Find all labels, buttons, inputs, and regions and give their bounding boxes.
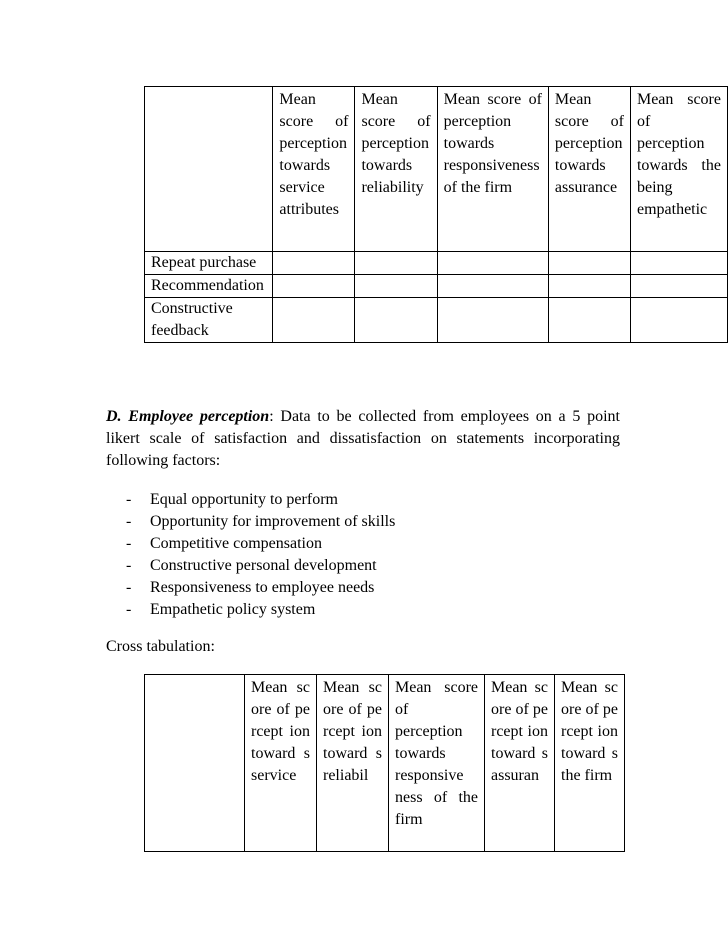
table-cell	[548, 298, 630, 343]
table-header-cell: Mean score of percept ion toward s reliabil	[317, 675, 389, 852]
table-cell	[630, 298, 727, 343]
list-item: - Competitive compensation	[126, 535, 322, 552]
table-cell	[437, 252, 548, 275]
table-cell	[273, 275, 355, 298]
cut-header-text: Mean score of perception towards the being empathetic	[636, 91, 721, 218]
list-item: - Equal opportunity to perform	[126, 491, 338, 508]
table-cell	[548, 275, 630, 298]
factor-list	[126, 489, 395, 621]
table-cell	[355, 275, 437, 298]
section-paragraph	[106, 406, 620, 472]
table-row	[145, 252, 728, 275]
list-item: - Responsiveness to employee needs	[126, 579, 375, 596]
row-label: Constructive feedback	[145, 298, 273, 343]
table-header-row	[145, 87, 728, 252]
table-cell	[355, 252, 437, 275]
table-header-row	[145, 675, 625, 852]
section-text: : Data to be collected from employees on a 5 point likert scale of satisfaction and dissatisfaction on statements incorporating following factors:	[106, 408, 621, 469]
section-title: D. Employee perception	[106, 408, 270, 425]
cross-tabulation-label: Cross tabulation:	[106, 638, 215, 655]
list-item: - Opportunity for improvement of skills	[126, 513, 396, 530]
table-header-cell: Mean score of percept ion toward s the firm	[555, 675, 625, 852]
table-row	[145, 275, 728, 298]
list-item-text: Equal opportunity to perform	[150, 491, 338, 508]
table-header-cell: Mean score of perception towards responsive ness of the firm	[389, 675, 485, 852]
table-cell	[355, 298, 437, 343]
perception-behaviour-table	[144, 86, 728, 343]
table-header-cell: Mean score of percept ion toward s service	[245, 675, 317, 852]
list-item-text: Opportunity for improvement of skills	[150, 513, 396, 530]
table-cell	[437, 275, 548, 298]
table-cell	[630, 275, 727, 298]
row-label: Repeat purchase	[145, 252, 273, 275]
table-cell	[437, 298, 548, 343]
row-label: Recommendation	[145, 275, 273, 298]
table-cell	[273, 298, 355, 343]
table-cell	[273, 252, 355, 275]
table-header-cell	[145, 87, 273, 252]
table-cell	[630, 252, 727, 275]
table-header-cell: Mean score of perception towards assurance	[548, 87, 630, 252]
list-item-text: Competitive compensation	[150, 535, 322, 552]
table-header-cell: Mean score of percept ion toward s assuran	[485, 675, 555, 852]
list-item: - Constructive personal development	[126, 557, 377, 574]
list-item: - Empathetic policy system	[126, 601, 316, 618]
table-header-cell	[630, 87, 727, 252]
table-header-cell: Mean score of perception towards reliability	[355, 87, 437, 252]
list-item-text: Responsiveness to employee needs	[150, 579, 375, 596]
table-row	[145, 298, 728, 343]
list-item-text: Empathetic policy system	[150, 601, 316, 618]
table-header-cell	[145, 675, 245, 852]
table-header-cell: Mean score of perception towards service attributes	[273, 87, 355, 252]
table-header-cell: Mean score of perception towards responsiveness of the firm	[437, 87, 548, 252]
list-item-text: Constructive personal development	[150, 557, 377, 574]
table-cell	[548, 252, 630, 275]
cross-tabulation-table	[144, 674, 625, 852]
